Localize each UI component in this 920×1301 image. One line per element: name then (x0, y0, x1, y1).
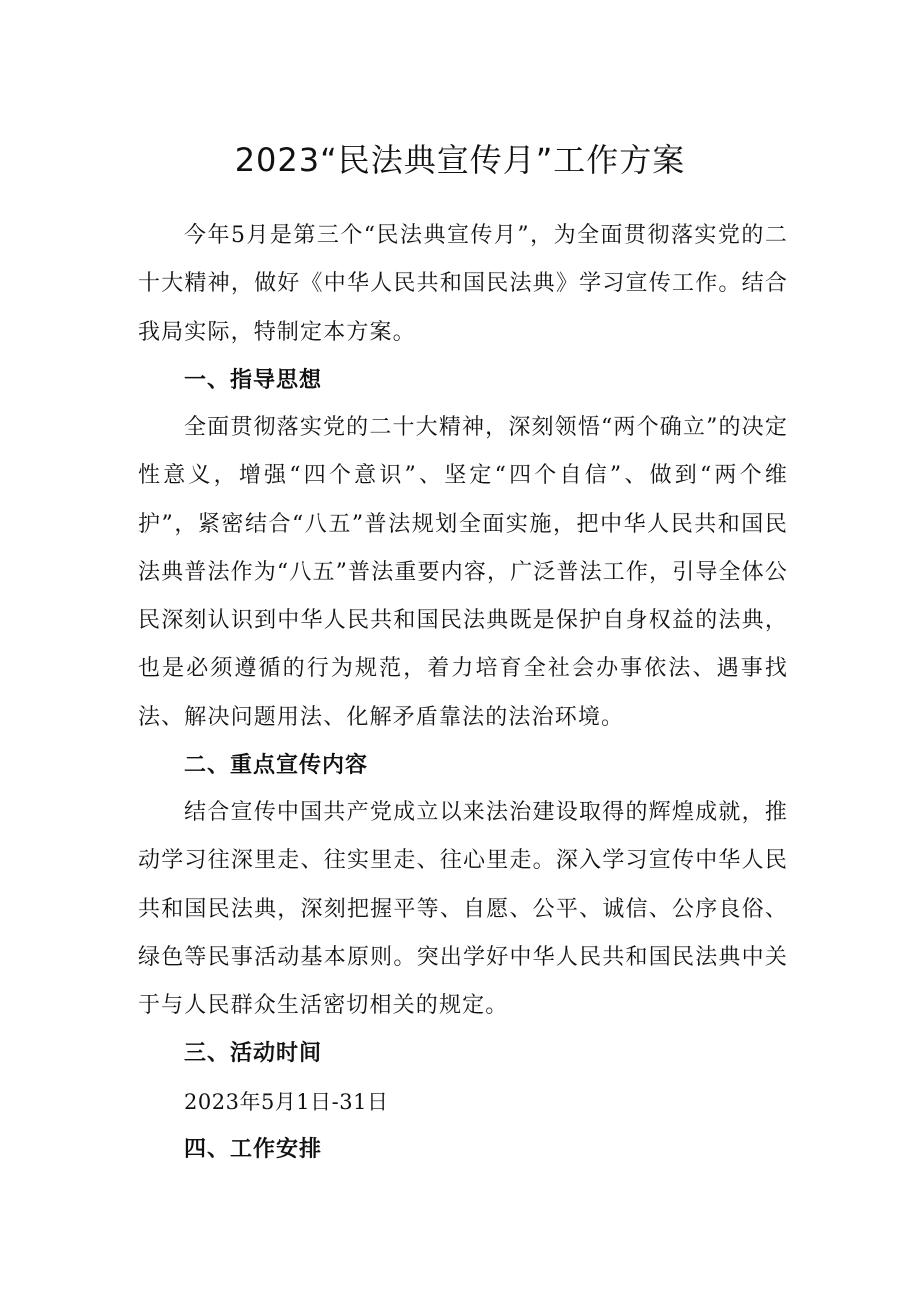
document-title: 2023“民法典宣传月”工作方案 (234, 141, 686, 179)
section-heading-key-content: 二、重点宣传内容 (184, 753, 369, 778)
intro-paragraph: 今年5月是第三个“民法典宣传月”，为全面贯彻落实党的二十大精神，做好《中华人民共和国民法典》学习宣传工作。结合我局实际，特制定本方案。 (138, 223, 788, 345)
section-body-guiding-ideology: 全面贯彻落实党的二十大精神，深刻领悟“两个确立”的决定性意义，增强“四个意识”、坚定“四个自信”、做到“两个维护”，紧密结合“八五”普法规划全面实施，把中华人民共和国民法典普法作为“八五”普法重要内容，广泛普法工作，引导全体公民深刻认识到中华人民共和国民法典既是保护自身权益的法典，也是必须遵循的行为规范，着力培育全社会办事依法、遇事找法、解决问题用法、化解矛盾靠法的法治环境。 (138, 415, 788, 730)
activity-date-range: 2023年5月1日-31日 (184, 1090, 389, 1114)
section-body-key-content: 结合宣传中国共产党成立以来法治建设取得的辉煌成就，推动学习往深里走、往实里走、往心里走。深入学习宣传中华人民共和国民法典，深刻把握平等、自愿、公平、诚信、公序良俗、绿色等民事活动基本原则。突出学好中华人民共和国民法典中关于与人民群众生活密切相关的规定。 (138, 800, 788, 1019)
section-heading-work-arrangement: 四、工作安排 (184, 1137, 323, 1162)
section-heading-guiding-ideology: 一、指导思想 (184, 368, 323, 393)
section-heading-activity-time: 三、活动时间 (184, 1041, 323, 1066)
